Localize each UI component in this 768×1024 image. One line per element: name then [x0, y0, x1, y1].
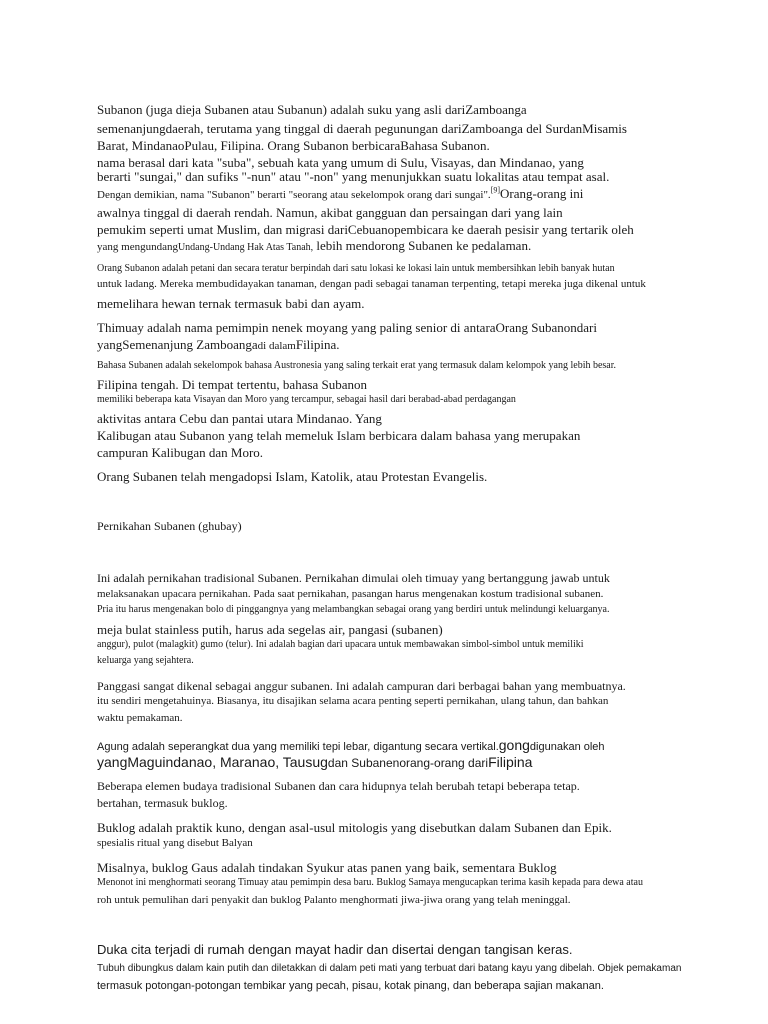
- text-span: Agung adalah seperangkat dua yang memiliki tepi lebar, digantung secara vertikal.: [97, 741, 499, 753]
- text-span: orang-orang dari: [399, 756, 489, 770]
- text-line: anggur), pulot (malagkit) gumo (telur). Ini adalah bagian dari upacara untuk membawakan simbol-simbol untuk memiliki: [97, 639, 584, 650]
- text-line: [97, 738, 605, 753]
- text-line: spesialis ritual yang disebut Balyan: [97, 837, 253, 849]
- text-line: Misalnya, buklog Gaus adalah tindakan Syukur atas panen yang baik, sementara Buklog: [97, 860, 557, 875]
- text-line: waktu pemakaman.: [97, 712, 183, 724]
- text-line: nama berasal dari kata "suba", sebuah kata yang umum di Sulu, Visayas, dan Mindanao, yang: [97, 155, 584, 170]
- text-line: bertahan, termasuk buklog.: [97, 796, 228, 810]
- text-line: aktivitas antara Cebu dan pantai utara Mindanao. Yang: [97, 411, 382, 426]
- text-line: memelihara hewan ternak termasuk babi dan ayam.: [97, 296, 365, 311]
- text-line: untuk ladang. Mereka membudidayakan tanaman, dengan padi sebagai tanaman terpenting, tetapi mereka juga dikenal untuk: [97, 278, 646, 290]
- text-line: semenanjungdaerah, terutama yang tinggal di daerah pegunungan dariZamboanga del SurdanMisamis: [97, 121, 627, 136]
- text-span: yang mengundang: [97, 241, 178, 253]
- text-line: Thimuay adalah nama pemimpin nenek moyang yang paling senior di antaraOrang Subanondari: [97, 320, 597, 335]
- section-heading: Pernikahan Subanen (ghubay): [97, 519, 242, 533]
- text-span: lebih mendorong Subanen ke pedalaman.: [313, 238, 532, 253]
- text-line: Orang Subanen telah mengadopsi Islam, Katolik, atau Protestan Evangelis.: [97, 469, 488, 484]
- text-line: Menonot ini menghormati seorang Timuay atau pemimpin desa baru. Buklog Samaya mengucapkan terima kasih kepada para dewa atau: [97, 877, 643, 888]
- text-line: Buklog adalah praktik kuno, dengan asal-usul mitologis yang disebutkan dalam Subanen dan Epik.: [97, 820, 612, 835]
- text-line: meja bulat stainless putih, harus ada segelas air, pangasi (subanen): [97, 622, 443, 637]
- text-span: Dengan demikian, nama "Subanon" berarti "seorang atau sekelompok orang dari sungai".: [97, 189, 491, 201]
- text-span: Undang-Undang Hak Atas Tanah,: [177, 242, 314, 253]
- text-line: Kalibugan atau Subanon yang telah memeluk Islam berbicara dalam bahasa yang merupakan: [97, 428, 581, 443]
- text-line: roh untuk pemulihan dari penyakit dan buklog Palanto menghormati jiwa-jiwa orang yang telah meninggal.: [97, 894, 571, 906]
- text-line: [97, 239, 531, 253]
- text-line: Bahasa Subanen adalah sekelompok bahasa Austronesia yang saling terkait erat yang termasuk dalam kelompok yang lebih besar.: [97, 360, 617, 371]
- text-span: yangSemenanjung Zamboanga: [97, 337, 258, 352]
- text-line: Pria itu harus mengenakan bolo di pinggangnya yang melambangkan sebagai orang yang berdiri untuk melindungi keluarganya.: [97, 604, 610, 615]
- text-line: [97, 187, 583, 201]
- text-span: yangMaguindanao, Maranao, Tausug: [97, 754, 328, 770]
- text-span: Filipina.: [295, 337, 340, 352]
- citation-superscript: [9]: [490, 185, 501, 195]
- text-line: memiliki beberapa kata Visayan dan Moro yang tercampur, sebagai hasil dari berabad-abad perdagangan: [97, 394, 516, 405]
- text-line: pemukim seperti umat Muslim, dan migrasi dariCebuanopembicara ke daerah pesisir yang tertarik oleh: [97, 222, 634, 237]
- text-line: Duka cita terjadi di rumah dengan mayat hadir dan disertai dengan tangisan keras.: [97, 942, 573, 957]
- text-line: Orang Subanon adalah petani dan secara teratur berpindah dari satu lokasi ke lokasi lain untuk membersihkan lebih banyak hutan: [97, 263, 615, 274]
- text-line: termasuk potongan-potongan tembikar yang pecah, pisau, kotak pinang, dan beberapa sajian makanan.: [97, 980, 604, 992]
- text-line: Beberapa elemen budaya tradisional Subanen dan cara hidupnya telah berubah tetapi beberapa tetap.: [97, 779, 580, 793]
- text-span: Orang-orang ini: [500, 186, 584, 201]
- text-span: dan Subanen: [327, 756, 400, 770]
- text-line: Barat, MindanaoPulau, Filipina. Orang Subanon berbicaraBahasa Subanon.: [97, 138, 490, 153]
- text-line: [97, 338, 340, 352]
- text-line: Subanon (juga dieja Subanen atau Subanun) adalah suku yang asli dariZamboanga: [97, 102, 527, 117]
- text-line: Panggasi sangat dikenal sebagai anggur subanen. Ini adalah campuran dari berbagai bahan yang membuatnya.: [97, 679, 626, 693]
- text-line: melaksanakan upacara pernikahan. Pada saat pernikahan, pasangan harus mengenakan kostum tradisional subanen.: [97, 588, 604, 600]
- text-span: Filipina: [488, 754, 533, 770]
- text-span: di dalam: [257, 340, 296, 352]
- text-line: keluarga yang sejahtera.: [97, 655, 194, 666]
- text-span: digunakan oleh: [529, 741, 605, 753]
- text-line: [97, 755, 532, 769]
- text-line: itu sendiri mengetahuinya. Biasanya, itu disajikan selama acara penting seperti pernikahan, ulang tahun, dan bahkan: [97, 695, 609, 707]
- text-line: awalnya tinggal di daerah rendah. Namun, akibat gangguan dan persaingan dari yang lain: [97, 205, 563, 220]
- text-line: campuran Kalibugan dan Moro.: [97, 445, 264, 460]
- text-line: Ini adalah pernikahan tradisional Subanen. Pernikahan dimulai oleh timuay yang bertanggung jawab untuk: [97, 571, 610, 585]
- text-line: Tubuh dibungkus dalam kain putih dan diletakkan di dalam peti mati yang terbuat dari batang kayu yang dibelah. Objek pemakaman: [97, 963, 682, 974]
- text-span: gong: [498, 737, 530, 753]
- text-line: berarti "sungai," dan sufiks "-nun" atau "-non" yang menunjukkan suatu lokalitas atau tempat asal.: [97, 169, 610, 184]
- text-line: Filipina tengah. Di tempat tertentu, bahasa Subanon: [97, 377, 368, 392]
